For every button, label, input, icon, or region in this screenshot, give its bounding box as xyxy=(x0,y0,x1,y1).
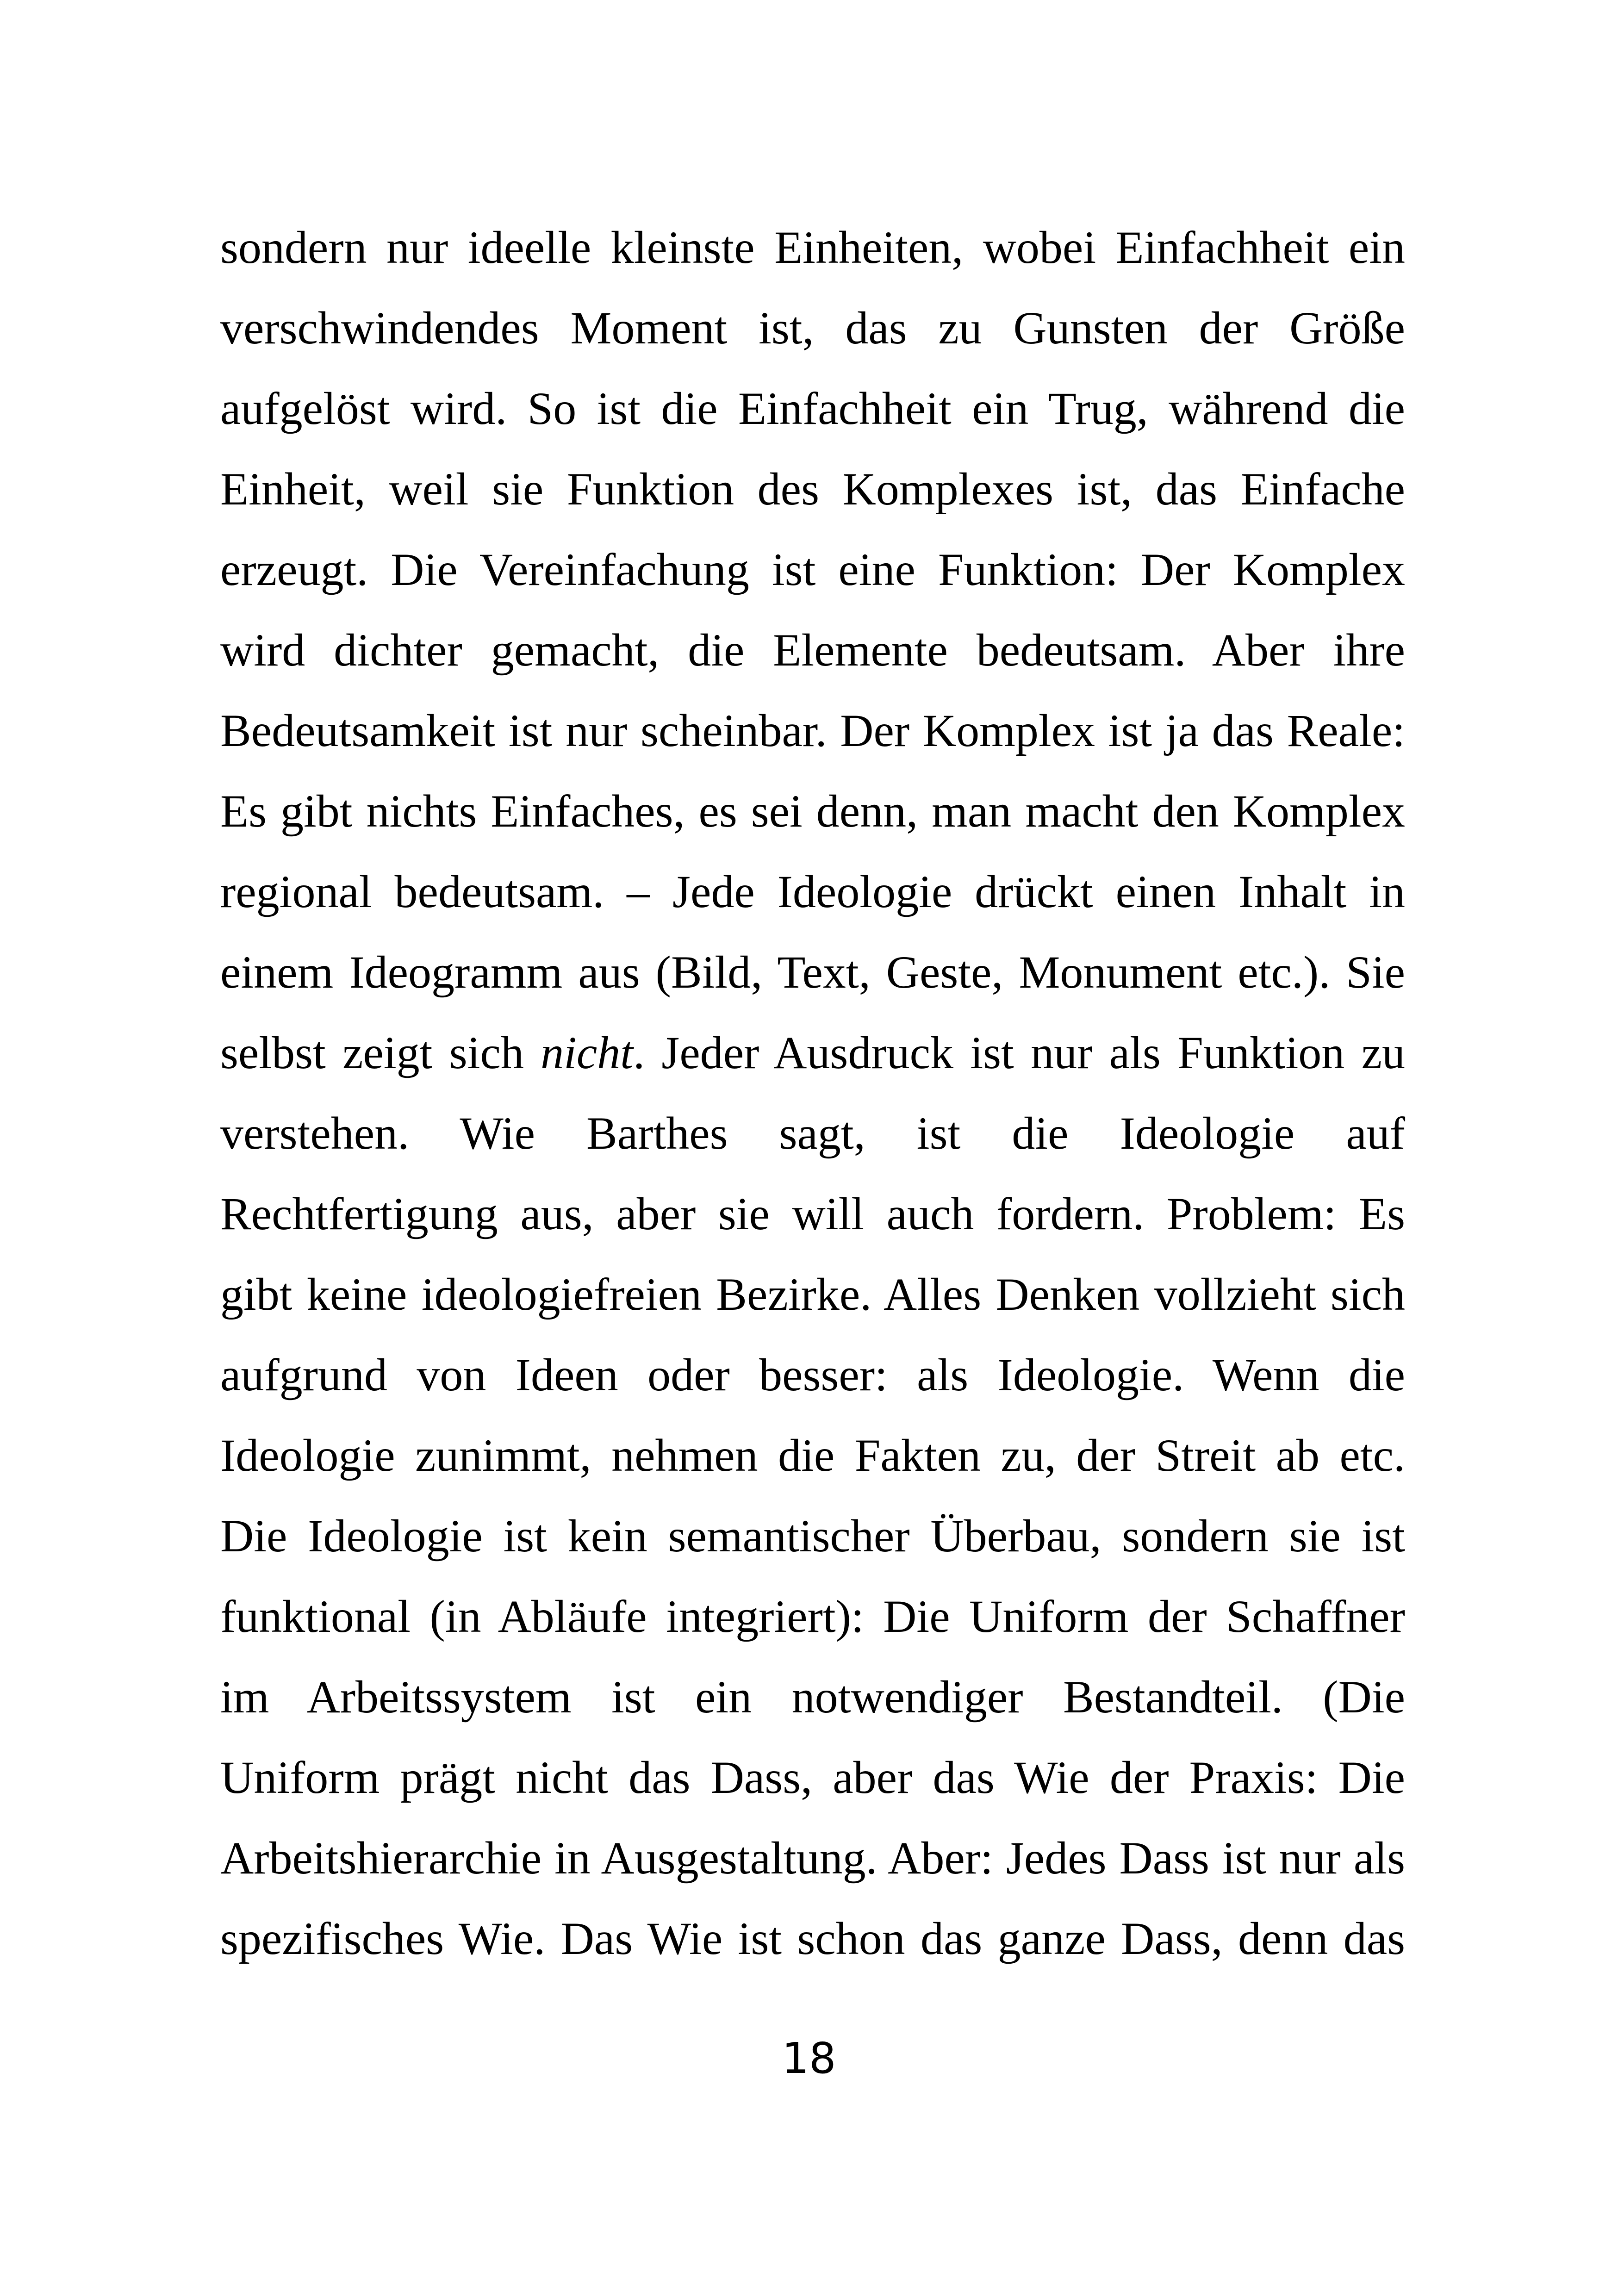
text-line: Ideologie zunimmt, nehmen die Fakten zu, der Streit ab etc. xyxy=(220,1430,1405,1481)
text-line: erzeugt. Die Vereinfachung ist eine Funktion: Der Komplex xyxy=(220,544,1405,595)
text-line: wird dichter gemacht, die Elemente bedeutsam. Aber ihre xyxy=(220,624,1405,676)
text-line: sondern nur ideelle kleinste Einheiten, wobei Einfachheit ein xyxy=(220,222,1405,273)
page-number: 18 xyxy=(782,2034,836,2083)
body-text xyxy=(220,207,1405,1979)
text-line: regional bedeutsam. – Jede Ideologie drückt einen Inhalt in xyxy=(220,866,1405,917)
text-line: verstehen. Wie Barthes sagt, ist die Ideologie auf xyxy=(220,1108,1405,1159)
text-line: verschwindendes Moment ist, das zu Gunsten der Größe xyxy=(220,302,1405,354)
line-text-before-emphasis: selbst zeigt sich xyxy=(220,1027,541,1078)
text-line: Rechtfertigung aus, aber sie will auch fordern. Problem: Es xyxy=(220,1188,1405,1239)
text-line: Uniform prägt nicht das Dass, aber das Wie der Praxis: Die xyxy=(220,1752,1405,1803)
text-line: Einheit, weil sie Funktion des Komplexes ist, das Einfache xyxy=(220,463,1405,515)
text-line: im Arbeitssystem ist ein notwendiger Bestandteil. (Die xyxy=(220,1671,1405,1723)
text-line: aufgelöst wird. So ist die Einfachheit ein Trug, während die xyxy=(220,383,1405,434)
text-line: Bedeutsamkeit ist nur scheinbar. Der Komplex ist ja das Reale: xyxy=(220,705,1405,756)
text-line: funktional (in Abläufe integriert): Die Uniform der Schaffner xyxy=(220,1591,1405,1642)
text-line: Die Ideologie ist kein semantischer Überbau, sondern sie ist xyxy=(220,1510,1405,1562)
line-text-after-emphasis: . Jeder Ausdruck ist nur als Funktion zu xyxy=(633,1027,1405,1078)
text-line: Es gibt nichts Einfaches, es sei denn, man macht den Komplex xyxy=(220,785,1405,837)
italic-emphasis: nicht xyxy=(541,1027,634,1078)
text-line: einem Ideogramm aus (Bild, Text, Geste, Monument etc.). Sie xyxy=(220,946,1405,998)
text-line-with-emphasis xyxy=(220,1013,1405,1093)
text-line: spezifisches Wie. Das Wie ist schon das ganze Dass, denn das xyxy=(220,1913,1405,1964)
text-line: gibt keine ideologiefreien Bezirke. Alles Denken vollzieht sich xyxy=(220,1269,1405,1320)
text-line: Arbeitshierarchie in Ausgestaltung. Aber: Jedes Dass ist nur als xyxy=(220,1832,1405,1884)
text-line: aufgrund von Ideen oder besser: als Ideologie. Wenn die xyxy=(220,1349,1405,1400)
